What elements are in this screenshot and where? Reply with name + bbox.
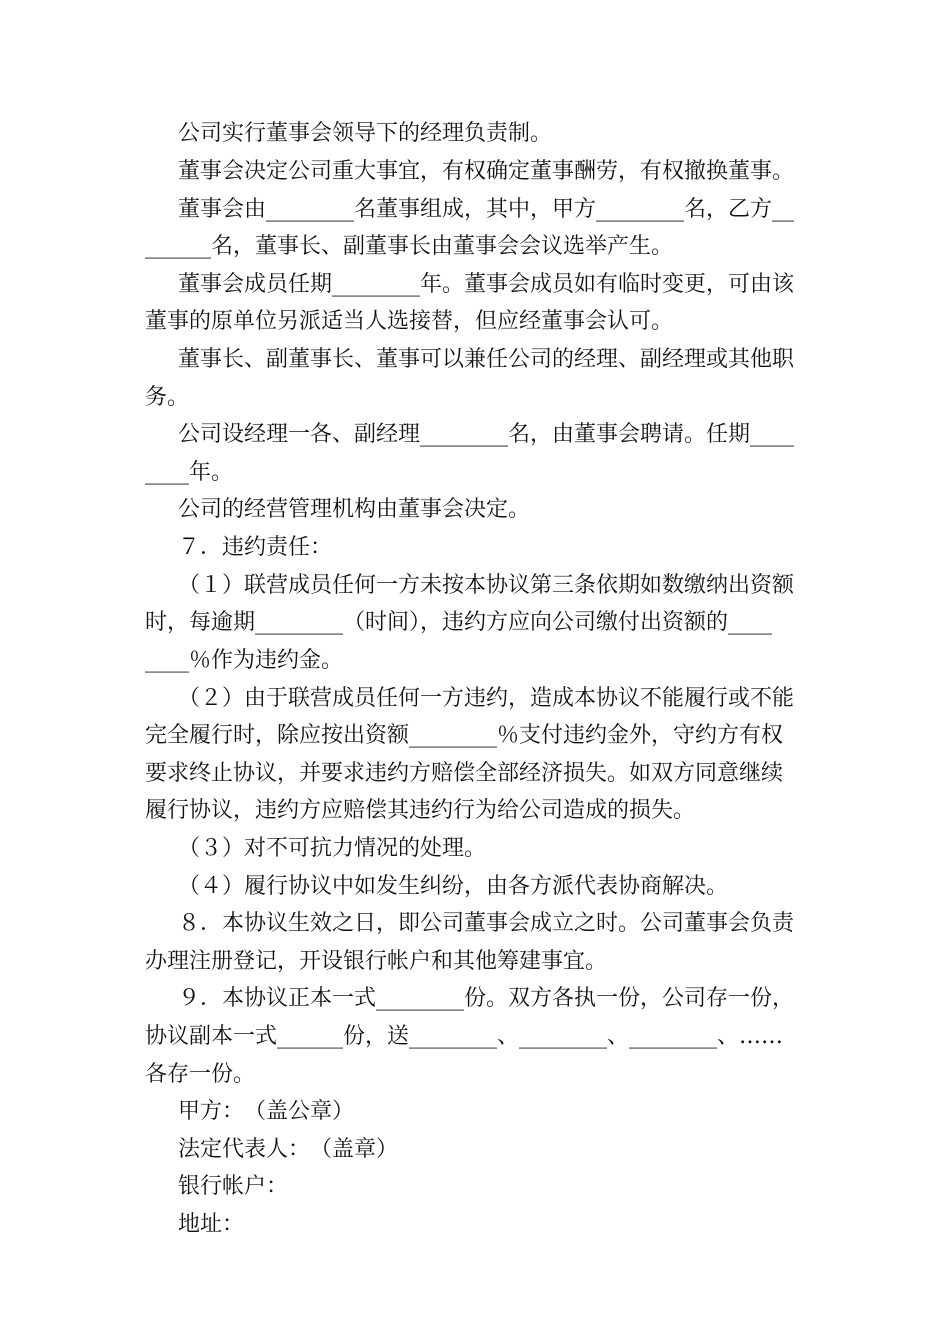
clause-7-2-line-4: 履行协议，违约方应赔偿其违约行为给公司造成的损失。 xyxy=(145,798,696,823)
section-9-line-1: ９．本协议正本一式________份。双方各执一份，公司存一份， xyxy=(178,986,795,1011)
para-board-composition-1: 董事会由________名董事组成，其中，甲方________名，乙方__ xyxy=(178,197,795,222)
para-manager-appoint-2: ____年。 xyxy=(145,460,234,485)
para-manager-appoint-1: 公司设经理一各、副经理________名，由董事会聘请。任期____ xyxy=(178,422,795,447)
section-8-line-2: 办理注册登记，开设银行帐户和其他筹建事宜。 xyxy=(145,949,608,974)
para-board-composition-2: ______名，董事长、副董事长由董事会会议选举产生。 xyxy=(145,234,674,259)
signature-address: 地址： xyxy=(178,1212,245,1237)
para-manager-system: 公司实行董事会领导下的经理负责制。 xyxy=(178,121,553,146)
signature-legal-rep: 法定代表人： （盖章） xyxy=(178,1137,399,1162)
para-concurrent-posts-2: 务。 xyxy=(145,385,190,410)
section-9-line-2: 协议副本一式______份，送________、________、________、…… xyxy=(145,1024,784,1049)
section-9-line-3: 各存一份。 xyxy=(145,1062,256,1087)
para-board-decisions: 董事会决定公司重大事宜，有权确定董事酬劳，有权撤换董事。 xyxy=(178,159,795,184)
signature-party-a: 甲方： （盖公章） xyxy=(178,1099,355,1124)
signature-bank-account: 银行帐户： xyxy=(178,1174,289,1199)
section-7-heading: ７．违约责任： xyxy=(178,535,333,560)
para-board-term-2: 董事的原单位另派适当人选接替，但应经董事会认可。 xyxy=(145,309,674,334)
para-concurrent-posts-1: 董事长、副董事长、董事可以兼任公司的经理、副经理或其他职 xyxy=(178,347,795,372)
para-management-body: 公司的经营管理机构由董事会决定。 xyxy=(178,497,531,522)
clause-7-2-line-3: 要求终止协议，并要求违约方赔偿全部经济损失。如双方同意继续 xyxy=(145,761,784,786)
clause-7-1-line-3: ____％作为违约金。 xyxy=(145,648,344,673)
section-8-line-1: ８．本协议生效之日，即公司董事会成立之时。公司董事会负责 xyxy=(178,911,795,936)
clause-7-1-line-2: 时，每逾期________（时间），违约方应向公司缴付出资额的____ xyxy=(145,610,773,635)
clause-7-1-line-1: （１）联营成员任何一方未按本协议第三条依期如数缴纳出资额 xyxy=(178,573,795,598)
clause-7-2-line-2: 完全履行时，除应按出资额________％支付违约金外，守约方有权 xyxy=(145,723,784,748)
para-board-term-1: 董事会成员任期________年。董事会成员如有临时变更，可由该 xyxy=(178,272,795,297)
clause-7-3: （３）对不可抗力情况的处理。 xyxy=(178,836,487,861)
clause-7-4: （４）履行协议中如发生纠纷，由各方派代表协商解决。 xyxy=(178,874,729,899)
clause-7-2-line-1: （２）由于联营成员任何一方违约，造成本协议不能履行或不能 xyxy=(178,686,795,711)
